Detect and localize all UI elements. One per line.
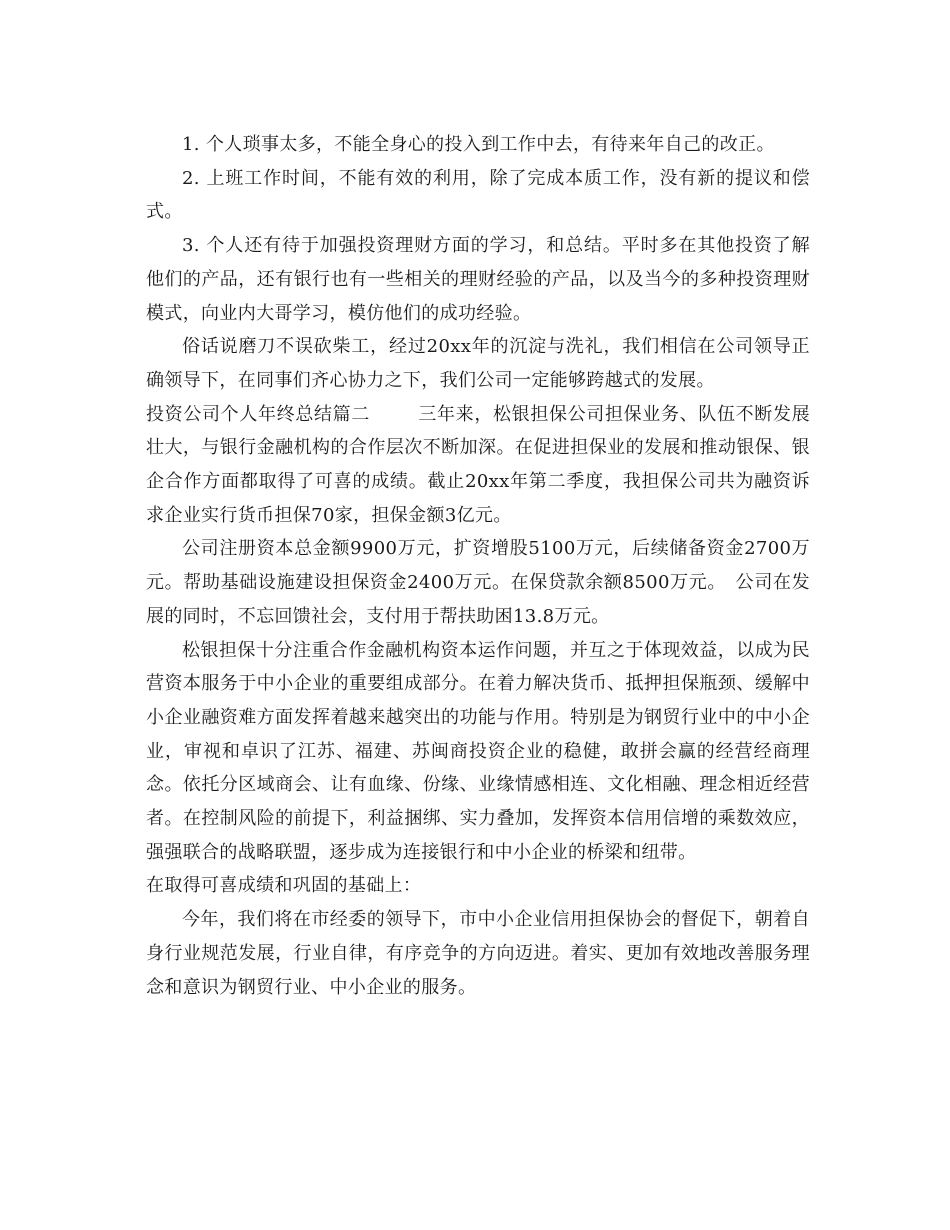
paragraph-2: 2. 上班工作时间，不能有效的利用，除了完成本质工作，没有新的提议和偿式。: [146, 167, 810, 223]
section-title: 投资公司个人年终总结篇二: [146, 403, 370, 425]
section-lead-text: 三年来，松银担保公司担保业务、队伍不断发展壮大，与银行金融机构的合作层次不断加深。在促进担保业的发展和推动银保、银企合作方面都取得了可喜的成绩。截止20xx年第二季度，我担保公司共为融资诉求企业实行货币担保70家，担保金额3亿元。: [146, 403, 810, 526]
closing-fragment: 在取得可喜成绩和巩固的基础上：: [146, 875, 422, 897]
paragraph-1: 1. 个人琐事太多，不能全身心的投入到工作中去，有待来年自己的改正。: [182, 134, 775, 155]
paragraph-6: 松银担保十分注重合作金融机构资本运作问题，并互之于体现效益，以成为民营资本服务于中小企业的重要组成部分。在着力解决货币、抵押担保瓶颈、缓解中小企业融资难方面发挥着越来越突出的功能与作用。特别是为钢贸行业中的中小企业，审视和卓识了江苏、福建、苏闽商投资企业的稳健，敢拼会赢的经营经商理念。依托分区域商会、让有血缘、份缘、业缘情感相连、文化相融、理念相近经营者。在控制风险的前提下，利益捆绑、实力叠加，发挥资本信用信增的乘数效应，强强联合的战略联盟，逐步成为连接银行和中小企业的桥梁和纽带。: [146, 639, 810, 863]
paragraph-4: 俗话说磨刀不误砍柴工，经过20xx年的沉淀与洗礼，我们相信在公司领导正确领导下，在同事们齐心协力之下，我们公司一定能够跨越式的发展。: [146, 336, 810, 391]
document-body: [146, 128, 810, 1004]
paragraph-3: 3. 个人还有待于加强投资理财方面的学习，和总结。平时多在其他投资了解他们的产品，还有银行也有一些相关的理财经验的产品，以及当今的多种投资理财模式，向业内大哥学习，模仿他们的成功经验。: [146, 235, 810, 324]
paragraph-5: 公司注册资本总金额9900万元，扩资增股5100万元，后续储备资金2700万元。帮助基础设施建设担保资金2400万元。在保贷款余额8500万元。 公司在发展的同时，不忘回馈社会，支付用于帮扶助困13.8万元。: [146, 538, 810, 627]
final-paragraph: 今年，我们将在市经委的领导下，市中小企业信用担保协会的督促下，朝着自身行业规范发展，行业自律，有序竞争的方向迈进。着实、更加有效地改善服务理念和意识为钢贸行业、中小企业的服务。: [146, 909, 810, 998]
section-heading-paragraph: [146, 398, 810, 533]
